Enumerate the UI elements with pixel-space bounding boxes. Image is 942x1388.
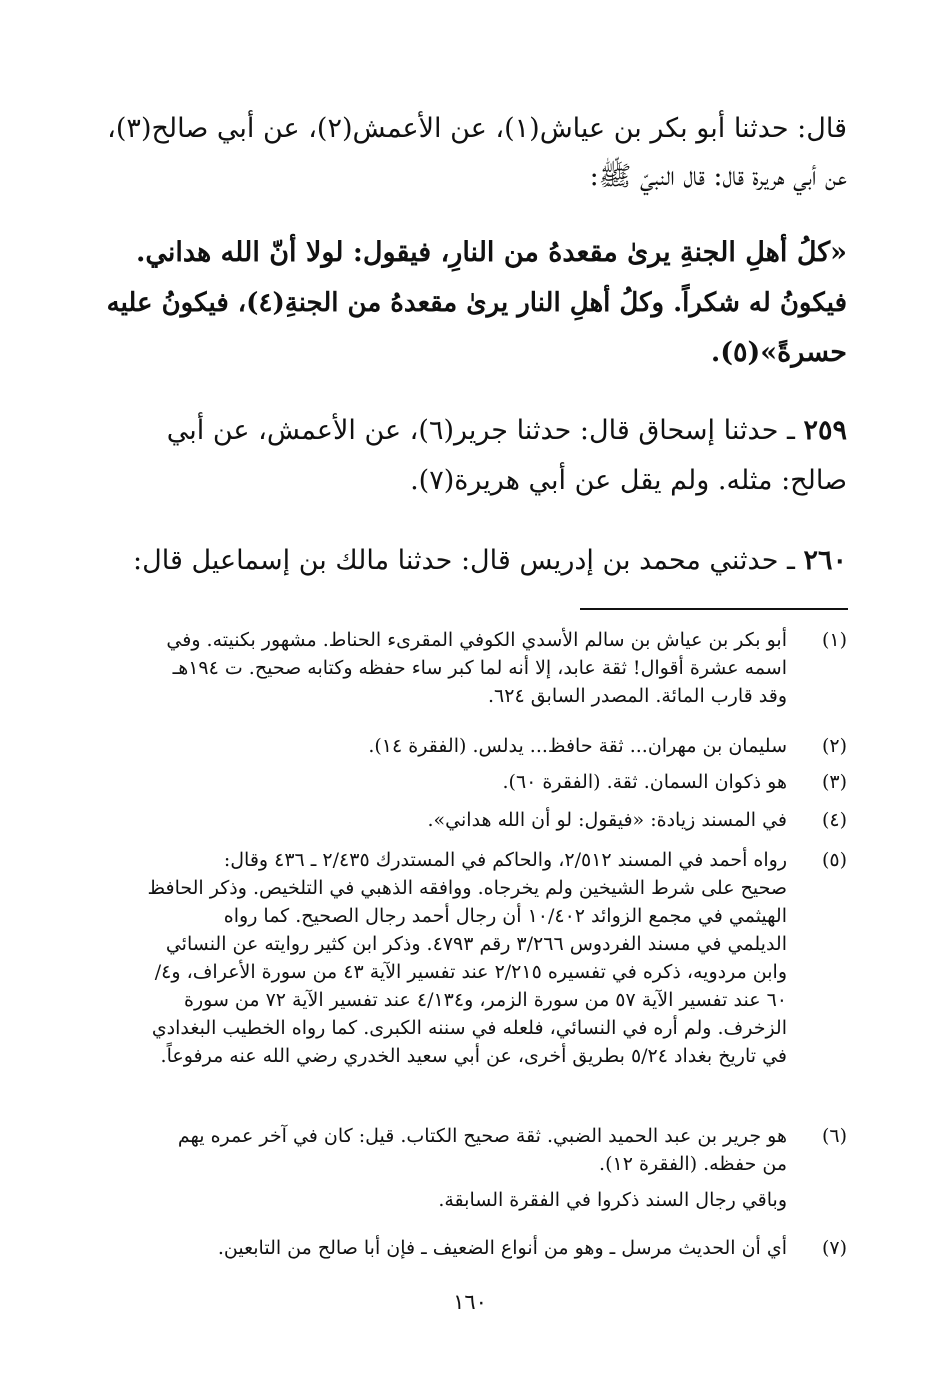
footnote — [92, 768, 847, 798]
entry-259 — [97, 414, 847, 448]
footnote-number: (٥) — [821, 849, 847, 871]
footnote-line: وباقي رجال السند ذكروا في الفقرة السابقة. — [438, 1189, 787, 1211]
footnote — [92, 806, 847, 836]
footnote-line: من حفظه. (الفقرة ١٢). — [599, 1153, 787, 1175]
footnote-text — [147, 846, 787, 1070]
entry-260 — [97, 544, 847, 578]
footnote — [92, 1122, 847, 1222]
footnote-number: (٤) — [821, 809, 847, 831]
hadith-line: «كلُ أهلِ الجنةِ يرىٰ مقعدهُ من النارِ، فيقول: لولا أنّ الله هداني. — [135, 237, 847, 268]
footnote-line: صحيح على شرط الشيخين ولم يخرجاه. ووافقه الذهبي في التلخيص. وذكر الحافظ — [147, 877, 787, 899]
footnote-text — [502, 768, 787, 796]
footnote-line: الهيثمي في مجمع الزوائد ١٠/٤٠٢ أن رجال أحمد رجال الصحيح. كما رواه — [223, 905, 787, 927]
footnote-number: (٦) — [821, 1125, 847, 1147]
text-line: قال: حدثنا أبو بكر بن عياش(١)، عن الأعمش(٢)، عن أبي صالح(٣)، — [107, 113, 847, 144]
footnote-line: هو ذكوان السمان. ثقة. (الفقرة ٦٠). — [502, 771, 787, 793]
entry-text: ـ حدثني محمد بن إدريس قال: حدثنا مالك بن إسماعيل قال: — [133, 545, 795, 576]
footnote-number: (٢) — [821, 735, 847, 757]
footnote-line: وقد قارب المائة. المصدر السابق ٦٢٤. — [487, 685, 787, 707]
hadith-line: فيكونُ له شكراً. وكلُ أهلِ النار يرىٰ مقعدهُ من الجنةِ(٤)، فيكونُ عليه — [106, 288, 847, 318]
footnote-line: في تاريخ بغداد ٥/٢٤ بطريق أخرى، عن أبي سعيد الخدري رضي الله عنه مرفوعاً. — [160, 1045, 787, 1067]
footnote-line: هو جرير بن عبد الحميد الضبي. ثقة صحيح الكتاب. قيل: كان في آخر عمره يهم — [177, 1125, 787, 1147]
footnote-text — [178, 1122, 787, 1214]
footnote-line: الزخرف. ولم أره في النسائي، فلعله في سننه الكبرى. كما رواه الخطيب البغدادي — [151, 1017, 787, 1039]
footnote-line: رواه أحمد في المسند ٢/٥١٢، والحاكم في المستدرك ٢/٤٣٥ ـ ٤٣٦ وقال: — [223, 849, 787, 871]
footnote — [92, 846, 847, 1086]
footnote-line: أبو بكر بن عياش بن سالم الأسدي الكوفي المقرىء الحناط. مشهور بكنيته. وفي — [166, 629, 787, 651]
footnote-line: سليمان بن مهران... ثقة حافظ... يدلس. (الفقرة ١٤). — [368, 735, 787, 757]
footnote-number: (٧) — [821, 1237, 847, 1259]
footnote-line: في المسند زيادة: «فيقول: لو أن الله هداني». — [427, 809, 787, 831]
footnote-number: (٣) — [821, 771, 847, 793]
text-line: صالح: مثله. ولم يقل عن أبي هريرة(٧). — [410, 465, 847, 496]
entry-number: ٢٦٠ — [803, 545, 847, 576]
footnote-number: (١) — [821, 629, 847, 651]
footnote-line: الديلمي في مسند الفردوس ٣/٢٦٦ رقم ٤٧٩٣. وذكر ابن كثير روايته عن النسائي — [165, 933, 787, 955]
footnote-line: وابن مردويه، ذكره في تفسيره ٢/٢١٥ عند تفسير الآية ٤٣ من سورة الأعراف، و٤/ — [154, 961, 787, 983]
footnote-divider — [580, 608, 848, 610]
entry-text: ـ حدثنا إسحاق قال: حدثنا جرير(٦)، عن الأعمش، عن أبي — [166, 415, 795, 446]
text-line: عن أبي هريرة قال: قال النبيّ ﷺ: — [589, 161, 847, 192]
entry-number: ٢٥٩ — [803, 415, 847, 446]
footnote-text — [368, 732, 787, 760]
footnote — [92, 732, 847, 762]
footnote-line: أي أن الحديث مرسل ـ وهو من أنواع الضعيف ـ فإن أبا صالح من التابعين. — [217, 1237, 787, 1259]
hadith-line: حسرةً»(٥). — [710, 337, 847, 368]
footnote-text — [166, 626, 787, 710]
footnote-line: اسمه عشرة أقوال! ثقة عابد، إلا أنه لما كبر ساء حفظه وكتابه صحيح. ت ١٩٤هـ — [172, 657, 787, 679]
footnote — [92, 1234, 847, 1264]
footnote-line: ٦٠ عند تفسير الآية ٥٧ من سورة الزمر، و٤/١٣٤ عند تفسير الآية ٧٢ من سورة — [184, 989, 787, 1011]
page-number: ١٦٠ — [453, 1290, 487, 1314]
footnote-text — [428, 806, 788, 834]
footnote-text — [218, 1234, 787, 1262]
footnote — [92, 626, 847, 716]
